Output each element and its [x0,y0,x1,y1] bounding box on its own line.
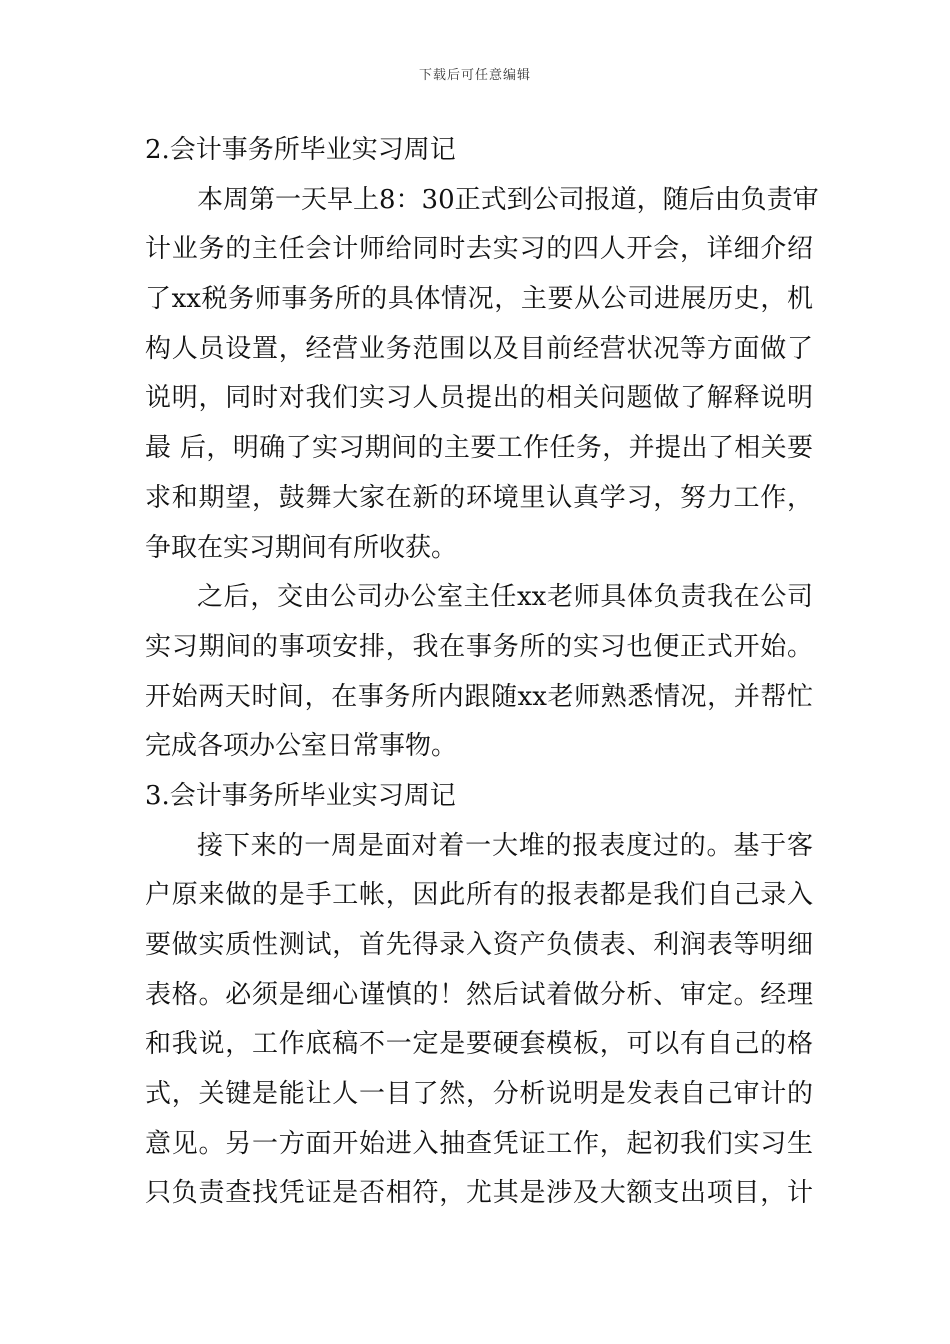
text-line: 了xx税务师事务所的具体情况，主要从公司进展历史，机 [145,284,813,315]
text-line: 接下来的一周是面对着一大堆的报表度过的。基于客 [197,830,813,861]
page-header: 下载后可任意编辑 [418,68,531,83]
paragraph [145,573,813,772]
text-line: 表格。必须是细心谨慎的！然后试着做分析、审定。经理 [145,979,813,1010]
text-line: 完成各项办公室日常事物。 [145,731,458,762]
text-line: 构人员设置，经营业务范围以及目前经营状况等方面做了 [145,333,813,364]
text-line: 式，关键是能让人一目了然，分析说明是发表自己审计的 [145,1079,813,1110]
text-line: 求和期望，鼓舞大家在新的环境里认真学习，努力工作， [145,482,813,513]
paragraph [145,822,813,1220]
text-line: 最 后，明确了实习期间的主要工作任务，并提出了相关要 [145,433,813,464]
section-heading: 3.会计事务所毕业实习周记 [145,780,456,811]
text-line: 要做实质性测试，首先得录入资产负债表、利润表等明细 [145,930,813,960]
text-line: 说明，同时对我们实习人员提出的相关问题做了解释说明 [145,383,813,414]
text-line: 本周第一天早上8：30正式到公司报道，随后由负责审 [197,184,819,215]
text-line: 争取在实习期间有所收获。 [145,532,458,563]
text-line: 之后，交由公司办公室主任xx老师具体负责我在公司 [197,582,813,613]
text-line: 只负责查找凭证是否相符，尤其是涉及大额支出项目，计 [145,1178,813,1209]
section-3 [145,772,813,1219]
paragraph [145,176,819,574]
text-line: 意见。另一方面开始进入抽查凭证工作，起初我们实习生 [145,1128,813,1159]
text-line: 实习期间的事项安排，我在事务所的实习也便正式开始。 [145,631,813,662]
document-body [145,126,819,1219]
text-line: 计业务的主任会计师给同时去实习的四人开会，详细介绍 [145,234,813,265]
section-heading: 2.会计事务所毕业实习周记 [145,135,456,165]
text-line: 户原来做的是手工帐，因此所有的报表都是我们自己录入 [145,880,813,911]
section-2 [145,126,819,772]
text-line: 和我说，工作底稿不一定是要硬套模板，可以有自己的格 [145,1029,813,1060]
text-line: 开始两天时间，在事务所内跟随xx老师熟悉情况，并帮忙 [145,681,813,712]
